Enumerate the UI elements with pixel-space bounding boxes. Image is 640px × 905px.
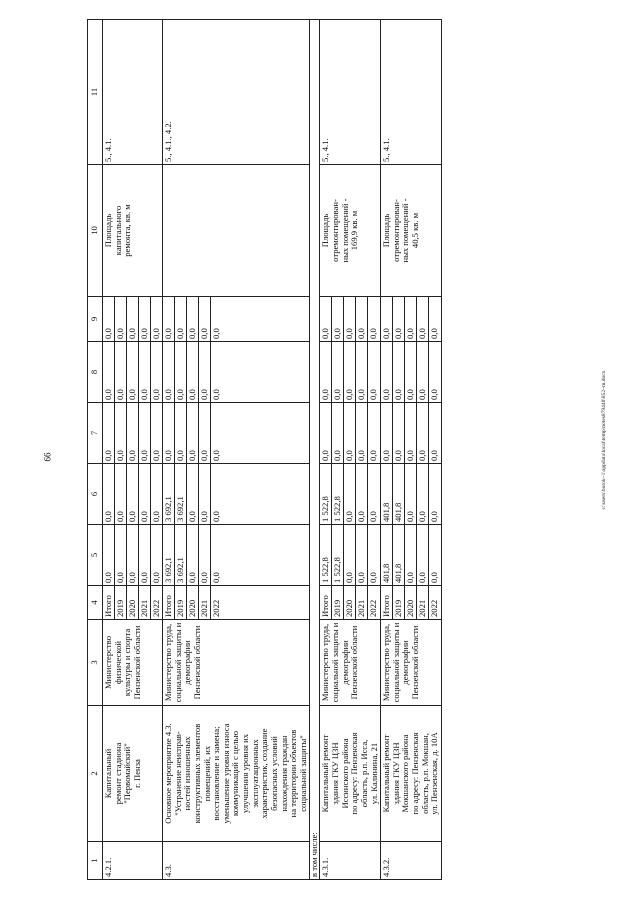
result-line: ных помещений - (339, 198, 350, 263)
measure-name-line: Основное мероприятие 4.3. (163, 723, 173, 824)
value-column-v9 (381, 297, 442, 342)
header-cell: 6 (88, 464, 103, 525)
year-label: 2022 (151, 599, 161, 617)
table-row-4-3 (163, 20, 310, 880)
measure-name-line: ул. Пензенская, д. 10А (429, 732, 440, 815)
result-line: отремонтирован- (390, 199, 401, 262)
year-label: 2020 (344, 586, 356, 619)
value-cell: 0,0 (405, 342, 417, 402)
value-cell: 0,0 (175, 342, 187, 402)
value-column-v5 (163, 525, 310, 586)
year-label: Итого (103, 586, 115, 619)
value-cell: 0,0 (332, 342, 344, 402)
result-line: 169,9 кв. м (349, 210, 360, 251)
value-cell: 0,0 (199, 342, 211, 402)
year-label: 2020 (127, 586, 139, 619)
value-column-v5 (381, 525, 442, 586)
executor-line: Министерство (103, 636, 113, 689)
year-column (103, 586, 163, 620)
value-cell: 0,0 (199, 297, 211, 341)
value-cell: 0,0 (187, 403, 199, 463)
value-column-v9 (163, 297, 310, 342)
value-cell: 0,0 (103, 342, 115, 402)
header-cell: 8 (88, 342, 103, 403)
value-cell: 0,0 (356, 342, 368, 402)
value-cell: 0,0 (139, 342, 151, 402)
table-row-4-2-1 (103, 20, 163, 880)
value-cell: 3 692,1 (163, 464, 175, 524)
value-cell: 0,0 (115, 342, 127, 402)
row-number: 4.2.1. (103, 842, 163, 880)
value-cell: 0,0 (368, 511, 379, 522)
value-cell: 0,0 (103, 297, 115, 341)
value-cell: 1 522,8 (320, 525, 332, 585)
value-cell: 0,0 (393, 342, 405, 402)
result-indicator (103, 165, 163, 297)
measure-name-line: по адресу: Пензенская (349, 732, 360, 815)
value-cell: 0,0 (356, 464, 368, 524)
measure-name-line: нахождения граждан (278, 735, 289, 812)
measure-name (381, 706, 442, 842)
executor-line: Пензенской области (410, 625, 420, 700)
value-cell: 0,0 (115, 403, 127, 463)
value-cell: 0,0 (127, 297, 139, 341)
measure-name-line: конструктивных элементов (191, 723, 202, 824)
header-cell: 4 (88, 586, 103, 620)
value-cell: 0,0 (151, 328, 161, 339)
value-cell: 0,0 (332, 403, 344, 463)
measure-name-line: по адресу: Пензенская (410, 732, 420, 815)
value-cell: 0,0 (115, 297, 127, 341)
executor-line: Министерство труда, (163, 623, 173, 702)
executor-line: демографии (182, 640, 193, 685)
measure-name-line: ностей изношенных (182, 736, 193, 811)
value-cell: 0,0 (139, 403, 151, 463)
value-cell: 0,0 (163, 297, 175, 341)
executor-line: социальной защиты и (390, 622, 401, 703)
value-cell: 401,8 (393, 464, 405, 524)
value-cell: 0,0 (127, 342, 139, 402)
executor-line: культуры и спорта (122, 628, 133, 697)
value-cell: 0,0 (405, 403, 417, 463)
value-cell: 0,0 (139, 297, 151, 341)
value-cell: 0,0 (344, 342, 356, 402)
value-cell: 0,0 (175, 297, 187, 341)
measure-name-line: "Устранение неисправ- (172, 731, 183, 816)
value-cell: 0,0 (393, 297, 405, 341)
value-cell: 0,0 (199, 464, 211, 524)
executor-line: Министерство труда, (381, 623, 392, 702)
value-cell: 0,0 (368, 572, 379, 583)
measure-name (163, 706, 310, 842)
page-number: 99 (42, 452, 52, 462)
executor (381, 620, 442, 706)
value-cell: 0,0 (127, 464, 139, 524)
value-cell: 0,0 (187, 342, 199, 402)
result-line: Площадь (381, 213, 392, 248)
measure-name-line: Капитальный ремонт (320, 734, 331, 813)
value-cell: 0,0 (320, 297, 332, 341)
value-cell: 0,0 (103, 525, 115, 585)
result-line: отремонтирован- (330, 199, 340, 262)
header-cell: 2 (88, 706, 103, 842)
value-cell: 0,0 (356, 403, 368, 463)
value-cell: 0,0 (320, 342, 332, 402)
value-cell: 0,0 (429, 450, 440, 461)
value-cell: 0,0 (429, 389, 440, 400)
year-label: 2022 (211, 599, 221, 617)
value-cell: 0,0 (103, 464, 115, 524)
footer-file-path: c:\users\borok~1\appdata\local\temp\notes879440\852~m.docx (601, 370, 607, 510)
measure-name (320, 706, 381, 842)
result-indicator (320, 165, 381, 297)
result-line: ных помещений - (400, 198, 411, 263)
value-cell: 0,0 (211, 511, 221, 522)
value-column-v6 (103, 464, 163, 525)
value-cell: 0,0 (344, 525, 356, 585)
year-label: 2021 (356, 586, 368, 619)
rotated-table-container (87, 20, 584, 880)
year-label: 2022 (368, 599, 379, 617)
measure-name-line: уменьшение уровня износа (220, 723, 231, 824)
value-cell: 0,0 (187, 297, 199, 341)
header-cell: 5 (88, 525, 103, 586)
measure-name-line: восстановление и замена; (211, 726, 222, 821)
year-label: 2019 (115, 586, 127, 619)
indicator-reference: 5., 4.1. (320, 20, 381, 165)
value-cell: 0,0 (211, 389, 221, 400)
value-cell: 0,0 (429, 572, 440, 583)
year-column (320, 586, 381, 620)
measure-name-line: г. Пенза (131, 759, 142, 788)
measure-name-line: коммуникаций с целью (230, 730, 241, 817)
year-label: 2019 (175, 586, 187, 619)
executor-line: физической (112, 641, 123, 684)
value-cell: 0,0 (381, 297, 393, 341)
measure-name-line: социальной защиты" (297, 735, 308, 812)
measure-name-line: Капитальный ремонт (381, 734, 392, 813)
year-label: Итого (381, 586, 393, 619)
value-column-v7 (320, 403, 381, 464)
value-cell: 401,8 (381, 525, 393, 585)
executor (103, 620, 163, 706)
header-cell: 10 (88, 165, 103, 297)
value-cell: 0,0 (151, 389, 161, 400)
executor (163, 620, 310, 706)
value-cell: 0,0 (344, 403, 356, 463)
measure-name-line: на территории объектов (288, 729, 299, 818)
measure-name-line: характеристик, создание (259, 728, 270, 819)
value-column-v9 (103, 297, 163, 342)
measure-name-line: Иссинского района (339, 738, 350, 809)
measure-name-line: безопасных условий (268, 736, 279, 811)
value-column-v8 (320, 342, 381, 403)
year-label: 2021 (139, 586, 151, 619)
year-label: 2019 (332, 586, 344, 619)
year-column (163, 586, 310, 620)
measure-name-line: Мокшанского района (400, 734, 411, 813)
header-cell: 7 (88, 403, 103, 464)
measure-name-line: область, р.п. Исса, (358, 739, 369, 808)
result-indicator (163, 165, 310, 297)
year-label: 2020 (405, 586, 417, 619)
value-cell: 0,0 (356, 525, 368, 585)
value-cell: 0,0 (211, 328, 221, 339)
measure-name-line: "Первомайский" (122, 743, 133, 804)
value-cell: 0,0 (187, 464, 199, 524)
value-cell: 401,8 (393, 525, 405, 585)
result-line: 40,5 кв. м (410, 212, 420, 249)
table-row-4-3-1 (320, 20, 381, 880)
value-cell: 0,0 (405, 297, 417, 341)
header-cell: 11 (88, 20, 103, 165)
executor-line: социальной защиты и (330, 622, 340, 703)
value-cell: 0,0 (393, 403, 405, 463)
value-cell: 0,0 (187, 525, 199, 585)
value-cell: 0,0 (199, 403, 211, 463)
row-number: 4.3. (163, 842, 310, 880)
value-cell: 0,0 (139, 464, 151, 524)
value-cell: 0,0 (199, 525, 211, 585)
value-cell: 0,0 (417, 464, 429, 524)
value-cell: 0,0 (356, 297, 368, 341)
value-cell: 3 692,1 (175, 464, 187, 524)
value-column-v9 (320, 297, 381, 342)
value-cell: 0,0 (127, 403, 139, 463)
year-label: 2020 (187, 586, 199, 619)
executor-line: Пензенской области (191, 625, 202, 700)
value-cell: 0,0 (163, 342, 175, 402)
header-cell: 3 (88, 620, 103, 706)
measure-name-line: ремонт стадиона (112, 742, 123, 805)
year-column (381, 586, 442, 620)
executor-line: демографии (339, 640, 350, 685)
year-label: Итого (320, 586, 332, 619)
year-label: 2021 (199, 586, 211, 619)
value-cell: 0,0 (381, 403, 393, 463)
value-cell: 0,0 (115, 464, 127, 524)
measure-name-line: ул. Калинина, 21 (368, 742, 379, 805)
measure-name-line: область, р.п. Мокшан, (419, 733, 430, 814)
value-cell: 0,0 (115, 525, 127, 585)
program-table (87, 19, 442, 880)
value-column-v5 (103, 525, 163, 586)
value-column-v8 (163, 342, 310, 403)
indicator-reference: 5., 4.1. (381, 20, 442, 165)
executor-line: Пензенской области (131, 625, 142, 700)
value-cell: 0,0 (429, 328, 440, 339)
measure-name-line: здания ГКУ ЦЗН (390, 742, 401, 805)
value-cell: 0,0 (405, 525, 417, 585)
value-cell: 0,0 (344, 464, 356, 524)
value-column-v7 (103, 403, 163, 464)
header-cell: 9 (88, 297, 103, 342)
result-line: ремонта, кв. м (122, 204, 133, 257)
value-cell: 0,0 (368, 389, 379, 400)
executor-line: социальной защиты и (172, 622, 183, 703)
value-column-v6 (320, 464, 381, 525)
value-column-v7 (163, 403, 310, 464)
value-cell: 0,0 (417, 525, 429, 585)
value-cell: 0,0 (163, 403, 175, 463)
value-cell: 0,0 (368, 450, 379, 461)
value-column-v8 (103, 342, 163, 403)
value-cell: 0,0 (320, 403, 332, 463)
year-label: 2022 (429, 599, 440, 617)
measure-name-line: Капитальный (103, 748, 113, 799)
value-column-v7 (381, 403, 442, 464)
value-cell: 1 522,8 (332, 525, 344, 585)
value-cell: 0,0 (151, 511, 161, 522)
value-cell: 0,0 (211, 450, 221, 461)
executor-line: Пензенской области (349, 625, 360, 700)
value-column-v6 (381, 464, 442, 525)
value-column-v6 (163, 464, 310, 525)
year-label: 2019 (393, 586, 405, 619)
row-number: 4.3.2. (381, 842, 442, 880)
value-cell: 0,0 (332, 297, 344, 341)
value-cell: 0,0 (151, 450, 161, 461)
value-cell: 0,0 (151, 572, 161, 583)
result-line: Площадь (320, 213, 331, 248)
value-cell: 0,0 (211, 572, 221, 583)
value-cell: 0,0 (417, 297, 429, 341)
header-row (88, 20, 103, 880)
table-row-4-3-2 (381, 20, 442, 880)
value-cell: 3 692,1 (163, 525, 175, 585)
measure-name-line: здания ГКУ ЦЗН (330, 742, 340, 805)
value-cell: 0,0 (368, 328, 379, 339)
result-line: капитального (112, 205, 123, 256)
measure-name-line: эксплуатационных (249, 739, 260, 808)
value-cell: 0,0 (429, 511, 440, 522)
value-cell: 0,0 (127, 525, 139, 585)
executor-line: демографии (400, 640, 411, 685)
indicator-reference: 5., 4.1. (103, 20, 163, 165)
measure-name-line: улучшения уровня их (240, 733, 250, 814)
value-column-v5 (320, 525, 381, 586)
value-cell: 0,0 (405, 464, 417, 524)
year-label: 2021 (417, 586, 429, 619)
value-cell: 401,8 (381, 464, 393, 524)
value-column-v8 (381, 342, 442, 403)
value-cell: 0,0 (381, 342, 393, 402)
value-cell: 0,0 (417, 403, 429, 463)
in-that-label: в том числе: (310, 20, 320, 880)
result-line: Площадь (103, 213, 113, 248)
measure-name (103, 706, 163, 842)
year-label: Итого (163, 586, 175, 619)
row-number: 4.3.1. (320, 842, 381, 880)
executor-line: Министерство труда, (320, 623, 331, 702)
header-cell: 1 (88, 842, 103, 880)
value-cell: 0,0 (139, 525, 151, 585)
result-indicator (381, 165, 442, 297)
measure-name-line: помещений, их (201, 745, 212, 802)
indicator-reference: 5., 4.1., 4.2. (163, 20, 310, 165)
value-cell: 1 522,8 (332, 464, 344, 524)
in-that-row (310, 20, 320, 880)
value-cell: 3 692,1 (175, 525, 187, 585)
value-cell: 0,0 (103, 403, 115, 463)
value-cell: 0,0 (175, 403, 187, 463)
value-cell: 0,0 (344, 297, 356, 341)
executor (320, 620, 381, 706)
value-cell: 1 522,8 (320, 464, 332, 524)
value-cell: 0,0 (417, 342, 429, 402)
